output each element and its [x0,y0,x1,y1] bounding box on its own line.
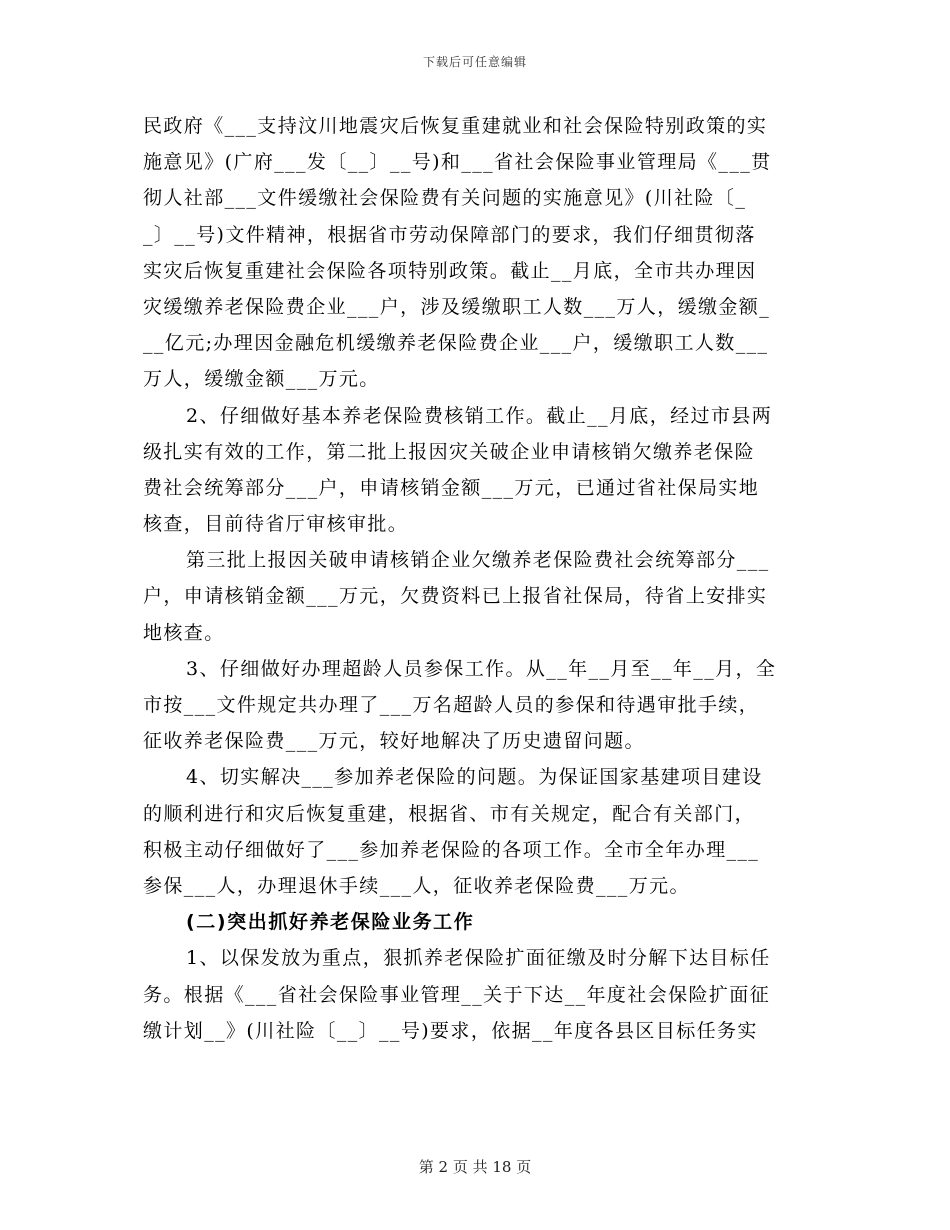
section-heading: (二)突出抓好养老保险业务工作 [186,911,475,934]
text-line: 灾缓缴养老保险费企业___户，涉及缓缴职工人数___万人，缓缴金额_ [143,295,771,318]
text-line: 施意见》(广府___发〔__〕__号)和___省社会保险事业管理局《___贯 [143,151,772,174]
page-footer: 第 2 页 共 18 页 [418,1158,532,1176]
text-line: 积极主动仔细做好了___参加养老保险的各项工作。全市全年办理___ [143,838,760,861]
text-line: 4、切实解决___参加养老保险的问题。为保证国家基建项目建设 [186,766,763,789]
text-line: 核查，目前待省厅审核审批。 [143,513,409,536]
text-line: 3、仔细做好办理超龄人员参保工作。从__年__月至__年__月，全 [186,657,777,680]
text-line: 缴计划__》(川社险〔__〕__号)要求，依据__年度各县区目标任务实 [143,1019,758,1042]
text-line: 征收养老保险费___万元，较好地解决了历史遗留问题。 [143,730,645,753]
document-body [143,108,813,1049]
text-line: 费社会统筹部分___户，申请核销金额___万元，已通过省社保局实地 [143,476,760,499]
text-line: 务。根据《___省社会保险事业管理__关于下达__年度社会保险扩面征 [143,983,771,1006]
text-line: 民政府《___支持汶川地震灾后恢复重建就业和社会保险特别政策的实 [143,115,768,137]
text-line: 市按___文件规定共办理了___万名超龄人员的参保和待遇审批手续， [143,694,760,716]
text-line: 第三批上报因关破申请核销企业欠缴养老保险费社会统筹部分___ [186,549,770,572]
text-line: 级扎实有效的工作，第二批上报因灾关破企业申请核销欠缴养老保险 [143,440,756,463]
text-line: 万人，缓缴金额___万元。 [143,368,380,391]
text-line: __亿元;办理因金融危机缓缴养老保险费企业___户，缓缴职工人数___ [143,332,769,355]
text-line: 彻人社部___文件缓缴社会保险费有关问题的实施意见》(川社险〔_ [143,187,747,210]
page-header: 下载后可任意编辑 [422,55,527,69]
text-line: 户，申请核销金额___万元，欠费资料已上报省社保局，待省上安排实 [143,585,768,608]
text-line: 参保___人，办理退休手续___人，征收养老保险费___万元。 [143,874,690,897]
text-line: 2、仔细做好基本养老保险费核销工作。截止__月底，经过市县两 [186,404,773,427]
text-line: 实灾后恢复重建社会保险各项特别政策。截止__月底，全市共办理因 [143,259,757,282]
text-line: _〕__号)文件精神，根据省市劳动保障部门的要求，我们仔细贯彻落 [143,223,756,246]
text-line: 的顺利进行和灾后恢复重建，根据省、市有关规定，配合有关部门， [143,802,756,825]
text-line: 1、以保发放为重点，狠抓养老保险扩面征缴及时分解下达目标任 [186,947,771,970]
text-line: 地核查。 [143,621,225,644]
